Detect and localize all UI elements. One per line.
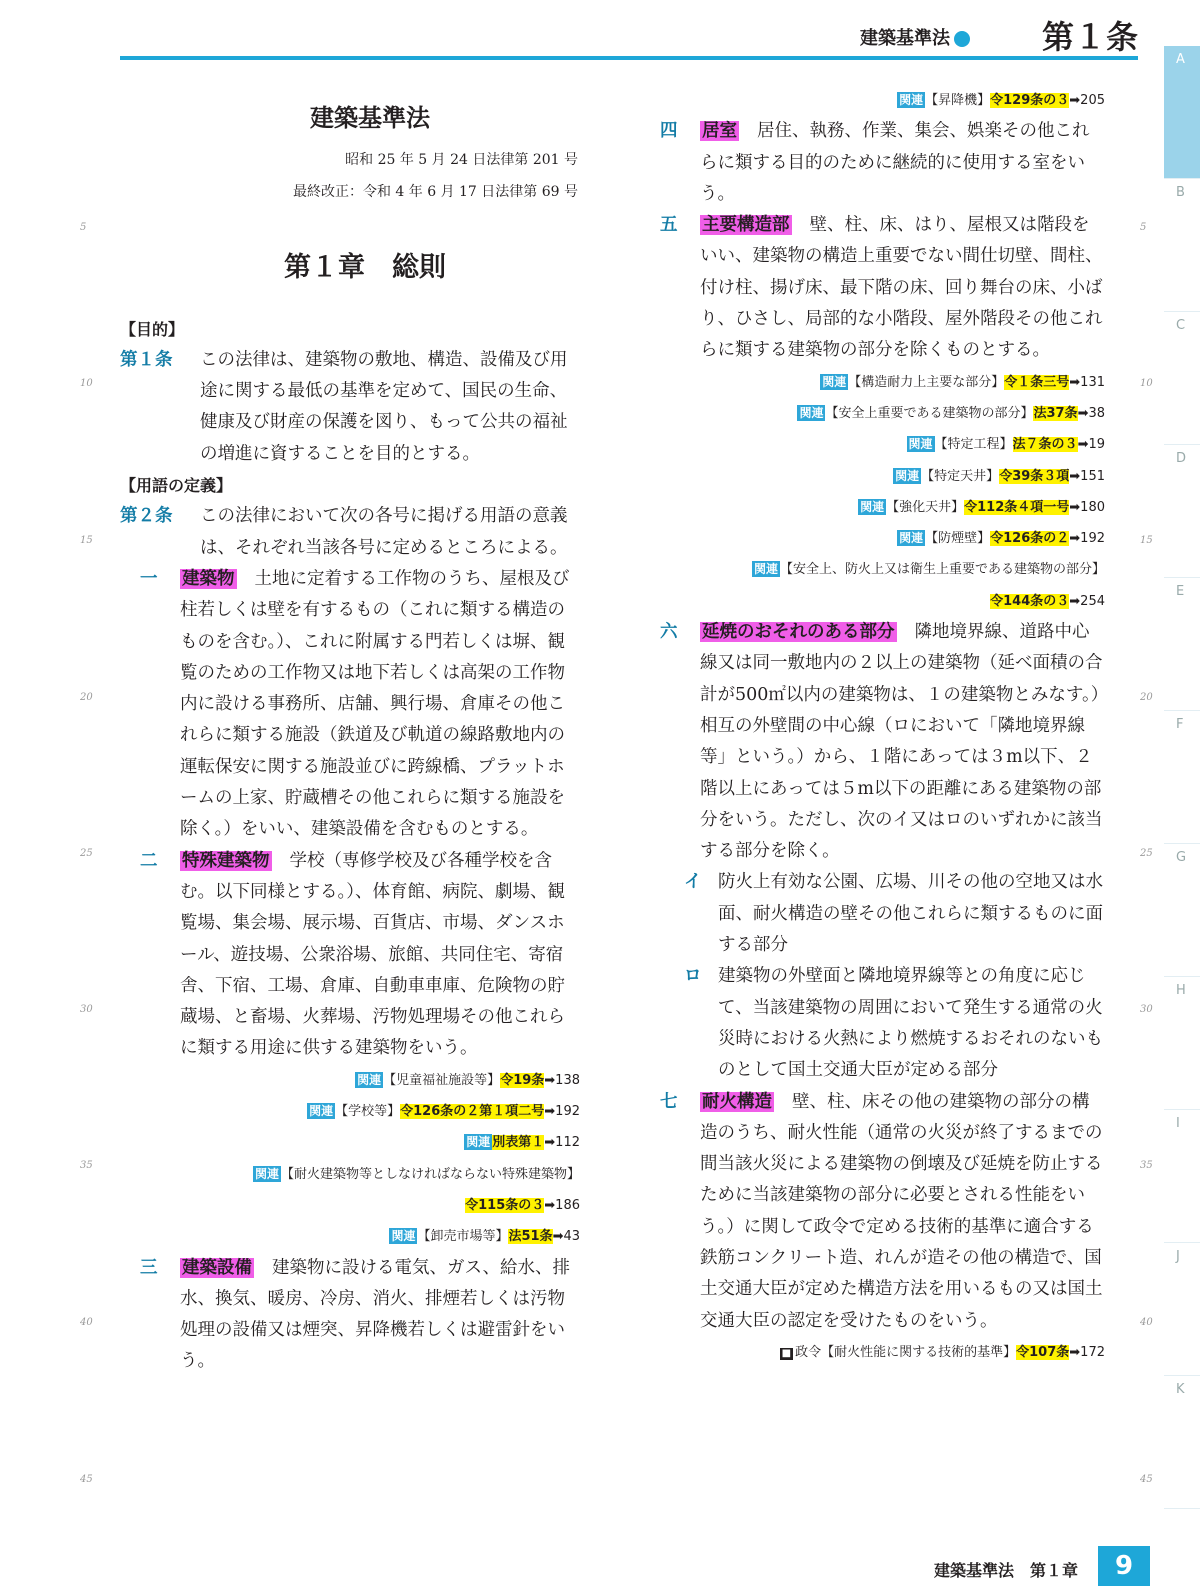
line-number: 45 [1140, 1474, 1153, 1485]
defined-term: 主要構造部 [702, 215, 790, 236]
index-tab-i[interactable]: I [1164, 1110, 1200, 1243]
item-text: 壁、柱、床、はり、屋根又は階段をいい、建築物の構造上重要でない間仕切壁、間柱、付け柱、揚げ床、最下階の床、回り舞台の床、小ばり、ひさし、局部的な小階段、屋外階段その他これらに類する建築物の部分を除くものとする。 [700, 215, 1103, 361]
related-tag: 関連 [753, 562, 778, 577]
government-ordinance-ref[interactable]: ■ 政令【耐火性能に関する技術的基準】令107条➡172 [781, 1344, 1105, 1360]
related-ref[interactable]: 関連 【学校等】令126条の２第１項二号➡192 [309, 1104, 580, 1120]
related-ref[interactable]: 関連 【特定工程】法７条の３➡19 [908, 437, 1105, 453]
footer-label: 建築基準法 第１章 [933, 1561, 1078, 1580]
index-tab-k[interactable]: K [1164, 1376, 1200, 1509]
sub-item-number: イ [684, 872, 702, 893]
related-ref[interactable]: 関連 【防煙壁】令126条の２➡192 [899, 531, 1105, 547]
item-number: 一 [140, 568, 158, 589]
last-revision: 最終改正：令和 4 年 6 月 17 日法律第 69 号 [292, 184, 578, 201]
line-number: 20 [80, 692, 93, 703]
item-2 [120, 846, 580, 1065]
related-tag: 関連 [254, 1166, 279, 1181]
arrow-icon: ➡151 [1069, 468, 1105, 484]
related-ref[interactable]: 関連 【安全上、防火上又は衛生上重要である建築物の部分】 [753, 562, 1105, 578]
item-text: 土地に定着する工作物のうち、屋根及び柱若しくは壁を有するもの（これに類する構造のものを含む。）、これに附属する門若しくは塀、観覧のための工作物又は地下若しくは高架の工作物内に設ける事務所、店舗、興行場、倉庫その他これらに類する施設（鉄道及び軌道の線路敷地内の運転保安に関する施設並びに跨線橋、プラットホームの上家、貯蔵槽その他これらに類する施設を除く。）をいい、建築設備を含むものとする。 [180, 568, 570, 840]
arrow-icon: ➡180 [1069, 499, 1105, 515]
running-header-article: 第１条 [1041, 18, 1138, 56]
page-number: 9 [1098, 1546, 1150, 1586]
related-ref[interactable]: 関連 【安全上重要である建築物の部分】法37条➡38 [799, 405, 1105, 421]
item-4 [660, 116, 1105, 210]
defined-term: 特殊建築物 [182, 850, 270, 871]
arrow-icon: ➡186 [544, 1197, 580, 1213]
defined-term: 延焼のおそれのある部分 [702, 622, 895, 643]
defined-term: 耐火構造 [702, 1091, 772, 1112]
item-text: 壁、柱、床その他の建築物の部分の構造のうち、耐火性能（通常の火災が終了するまでの間当該火災による建築物の倒壊及び延焼を防止するために当該建築物の部分に必要とされる性能をいう。）に関して政令で定める技術的基準に適合する鉄筋コンクリート造、れんが造その他の構造で、国土交通大臣が定めた構造方法を用いるもの又は国土交通大臣の認定を受けたものをいう。 [700, 1091, 1103, 1331]
index-tab-b[interactable]: B [1164, 179, 1200, 312]
article-text: この法律において次の各号に掲げる用語の意義は、それぞれ当該各号に定めるところによる。 [200, 506, 568, 558]
sub-item-i [660, 867, 1105, 961]
item-text: 隣地境界線、道路中心線又は同一敷地内の２以上の建築物（延べ面積の合計が500㎡以内の建築物は、１の建築物とみなす。）相互の外壁間の中心線（ロにおいて「隣地境界線等」という。）から、１階にあっては３m以下、２階以上にあっては５m以下の距離にある建築物の部分をいう。ただし、次のイ又はロのいずれかに該当する部分を除く。 [700, 622, 1103, 862]
law-title: 建築基準法 [310, 104, 430, 132]
arrow-icon: ➡138 [544, 1072, 580, 1088]
related-ref[interactable]: 令144条の３➡254 [990, 593, 1105, 609]
index-tab-c[interactable]: C [1164, 312, 1200, 445]
running-header-law: 建築基準法 [860, 24, 970, 50]
item-1 [120, 564, 580, 846]
related-ref[interactable]: 関連 【児童福祉施設等】令19条➡138 [357, 1072, 580, 1088]
related-tag: 関連 [899, 531, 924, 546]
line-number: 30 [1140, 1004, 1153, 1015]
related-tag: 関連 [899, 93, 924, 107]
arrow-icon: ➡192 [1069, 531, 1105, 547]
defined-term: 建築設備 [182, 1257, 252, 1278]
index-tab-d[interactable]: D [1164, 445, 1200, 578]
related-ref[interactable]: 関連 別表第１➡112 [466, 1135, 580, 1151]
item-7 [660, 1087, 1105, 1337]
arrow-icon: ➡19 [1077, 437, 1105, 453]
arrow-icon: ➡112 [544, 1135, 580, 1151]
line-number: 5 [80, 222, 87, 233]
item-number: 四 [660, 121, 678, 142]
related-tag: 関連 [822, 374, 847, 389]
chapter-heading: 第１章 総則 [284, 252, 446, 284]
arrow-icon: ➡43 [552, 1229, 580, 1245]
right-column [660, 95, 1105, 1368]
related-ref[interactable]: 関連 【構造耐力上主要な部分】令１条三号➡131 [822, 374, 1105, 390]
article-number: 第２条 [120, 506, 173, 527]
sub-item-number: ロ [684, 966, 702, 987]
item-number: 二 [140, 850, 158, 871]
index-tab-g[interactable]: G [1164, 844, 1200, 977]
related-tag: 関連 [908, 437, 933, 452]
related-ref[interactable]: 関連 【昇降機】令129条の３➡205 [899, 93, 1105, 108]
line-number: 10 [1140, 378, 1153, 389]
related-tag: 関連 [309, 1104, 334, 1119]
item-3 [120, 1253, 580, 1378]
index-tabs [1164, 46, 1200, 1509]
line-number: 5 [1140, 222, 1147, 233]
item-text: 居住、執務、作業、集会、娯楽その他これらに類する目的のために継続的に使用する室をいう。 [700, 121, 1090, 204]
line-number: 35 [80, 1160, 93, 1171]
line-number: 25 [80, 848, 93, 859]
sub-item-text: 建築物の外壁面と隣地境界線等との角度に応じて、当該建築物の周囲において発生する通常の火災時における火熱により燃焼するおそれのないものとして国土交通大臣が定める部分 [718, 966, 1103, 1081]
item-text: 建築物に設ける電気、ガス、給水、排水、換気、暖房、冷房、消火、排煙若しくは汚物処理の設備又は煙突、昇降機若しくは避雷針をいう。 [180, 1257, 571, 1372]
arrow-icon: ➡192 [544, 1104, 580, 1120]
arrow-icon: ➡254 [1069, 593, 1105, 609]
enactment-date: 昭和 25 年 5 月 24 日法律第 201 号 [345, 152, 578, 169]
item-number: 七 [660, 1091, 678, 1112]
line-number: 15 [1140, 535, 1153, 546]
arrow-icon: ➡205 [1069, 93, 1105, 108]
related-ref[interactable]: 関連 【卸売市場等】法51条➡43 [391, 1229, 580, 1245]
index-tab-j[interactable]: J [1164, 1243, 1200, 1376]
article-1 [120, 345, 580, 470]
line-number: 35 [1140, 1160, 1153, 1171]
related-tag: 関連 [799, 405, 824, 420]
item-5 [660, 210, 1105, 366]
article-number: 第１条 [120, 349, 173, 370]
related-ref[interactable]: 令115条の３➡186 [465, 1197, 580, 1213]
related-ref[interactable]: 関連 【特定天井】令39条３項➡151 [895, 468, 1105, 484]
line-number: 25 [1140, 848, 1153, 859]
left-column [120, 95, 580, 1378]
sub-item-text: 防火上有効な公園、広場、川その他の空地又は水面、耐火構造の壁その他これらに類するものに面する部分 [718, 872, 1103, 956]
item-number: 三 [140, 1257, 158, 1278]
index-tab-e[interactable]: E [1164, 578, 1200, 711]
article-caption: 【目的】 [120, 319, 185, 339]
article-caption: 【用語の定義】 [120, 476, 233, 496]
index-tab-h[interactable]: H [1164, 977, 1200, 1110]
defined-term: 居室 [702, 121, 737, 142]
arrow-icon: ➡38 [1077, 405, 1105, 421]
related-tag: 関連 [357, 1072, 382, 1087]
item-text: 学校（専修学校及び各種学校を含む。以下同様とする。）、体育館、病院、劇場、観覧場、集会場、展示場、百貨店、市場、ダンスホール、遊技場、公衆浴場、旅館、共同住宅、寄宿舎、下宿、工場、倉庫、自動車車庫、危険物の貯蔵場、と畜場、火葬場、汚物処理場その他これらに類する用途に供する建築物をいう。 [180, 850, 565, 1059]
related-tag: 関連 [895, 468, 920, 483]
line-number: 15 [80, 535, 93, 546]
article-text: この法律は、建築物の敷地、構造、設備及び用途に関する最低の基準を定めて、国民の生命、健康及び財産の保護を図り、もって公共の福祉の増進に資することを目的とする。 [200, 349, 568, 464]
line-number: 20 [1140, 692, 1153, 703]
line-number: 10 [80, 378, 93, 389]
sub-item-ro [660, 961, 1105, 1086]
index-tab-a[interactable]: A [1164, 46, 1200, 179]
item-number: 五 [660, 215, 678, 236]
line-number: 40 [80, 1317, 93, 1328]
related-tag: 関連 [860, 499, 885, 514]
line-number: 45 [80, 1474, 93, 1485]
related-ref[interactable]: 関連 【耐火建築物等としなければならない特殊建築物】 [254, 1166, 580, 1182]
defined-term: 建築物 [182, 568, 235, 589]
related-tag: 関連 [466, 1135, 491, 1150]
index-tab-f[interactable]: F [1164, 711, 1200, 844]
related-ref[interactable]: 関連 【強化天井】令112条４項一号➡180 [860, 499, 1105, 515]
arrow-icon: ➡131 [1069, 374, 1105, 390]
bullet-icon [954, 31, 970, 47]
related-tag: 関連 [391, 1229, 416, 1244]
header-rule [120, 56, 1138, 60]
item-6 [660, 617, 1105, 867]
article-2 [120, 501, 580, 564]
arrow-icon: ➡172 [1069, 1344, 1105, 1360]
line-number: 30 [80, 1004, 93, 1015]
line-number: 40 [1140, 1317, 1153, 1328]
item-number: 六 [660, 622, 678, 643]
ordinance-icon: ■ [781, 1347, 792, 1359]
